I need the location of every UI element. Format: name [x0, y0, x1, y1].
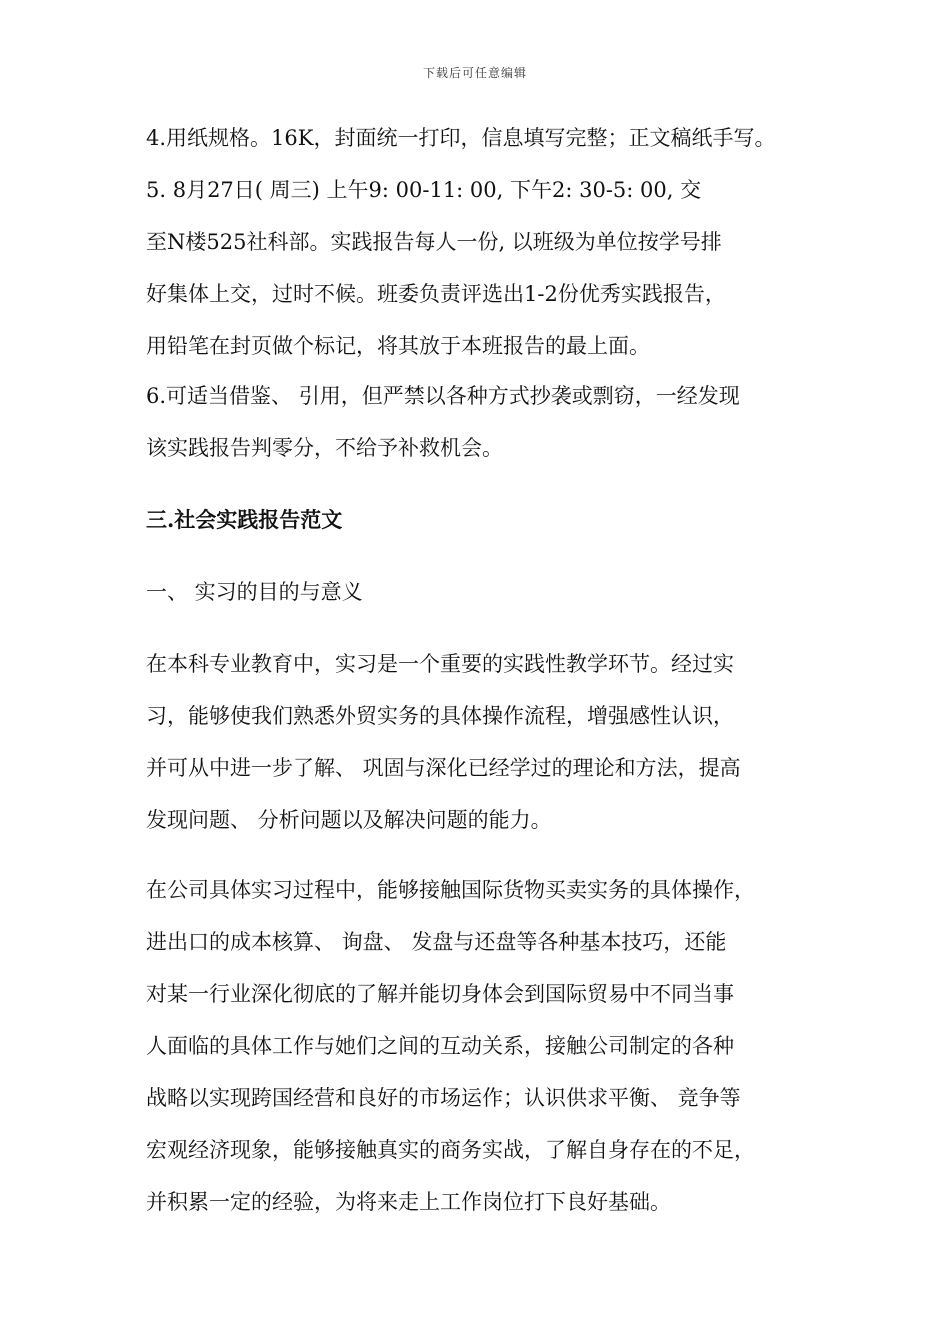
text-line: 好集体上交，过时不候。班委负责评选出1-2份优秀实践报告，: [146, 282, 726, 306]
text-line: 并可从中进一步了解、 巩固与深化已经学过的理论和方法，提高: [146, 756, 741, 780]
text-line: 用铅笔在封页做个标记，将其放于本班报告的最上面。: [146, 334, 650, 358]
text-line: 战略以实现跨国经营和良好的市场运作；认识供求平衡、 竞争等: [146, 1086, 741, 1110]
text-line: 5. 8月27日( 周三) 上午9: 00-11: 00, 下午2: 30-5: 00, 交: [146, 178, 702, 202]
text-line: 6.可适当借鉴、 引用，但严禁以各种方式抄袭或剽窃，一经发现: [146, 384, 740, 408]
text-line: 在公司具体实习过程中，能够接触国际货物买卖实务的具体操作，: [146, 878, 755, 902]
text-line: 该实践报告判零分，不给予补救机会。: [146, 436, 503, 460]
text-line: 发现问题、 分析问题以及解决问题的能力。: [146, 808, 552, 832]
text-line: 人面临的具体工作与她们之间的互动关系，接触公司制定的各种: [146, 1034, 734, 1058]
text-line: 进出口的成本核算、 询盘、 发盘与还盘等各种基本技巧，还能: [146, 930, 727, 954]
text-line: 对某一行业深化彻底的了解并能切身体会到国际贸易中不同当事: [146, 982, 734, 1006]
text-line: 宏观经济现象，能够接触真实的商务实战，了解自身存在的不足，: [146, 1138, 755, 1162]
text-line: 并积累一定的经验，为将来走上工作岗位打下良好基础。: [146, 1190, 671, 1214]
section-title: 三.社会实践报告范文: [146, 507, 343, 532]
section-subtitle: 一、 实习的目的与意义: [146, 580, 363, 604]
text-line: 在本科专业教育中，实习是一个重要的实践性教学环节。经过实: [146, 652, 734, 676]
list-item-4: 4.用纸规格。16K，封面统一打印，信息填写完整；正文稿纸手写。: [146, 126, 776, 150]
page-header: 下载后可任意编辑: [422, 66, 527, 80]
text-line: 至N楼525社科部。实践报告每人一份, 以班级为单位按学号排: [146, 230, 722, 254]
text-line: 习，能够使我们熟悉外贸实务的具体操作流程，增强感性认识，: [146, 704, 734, 728]
